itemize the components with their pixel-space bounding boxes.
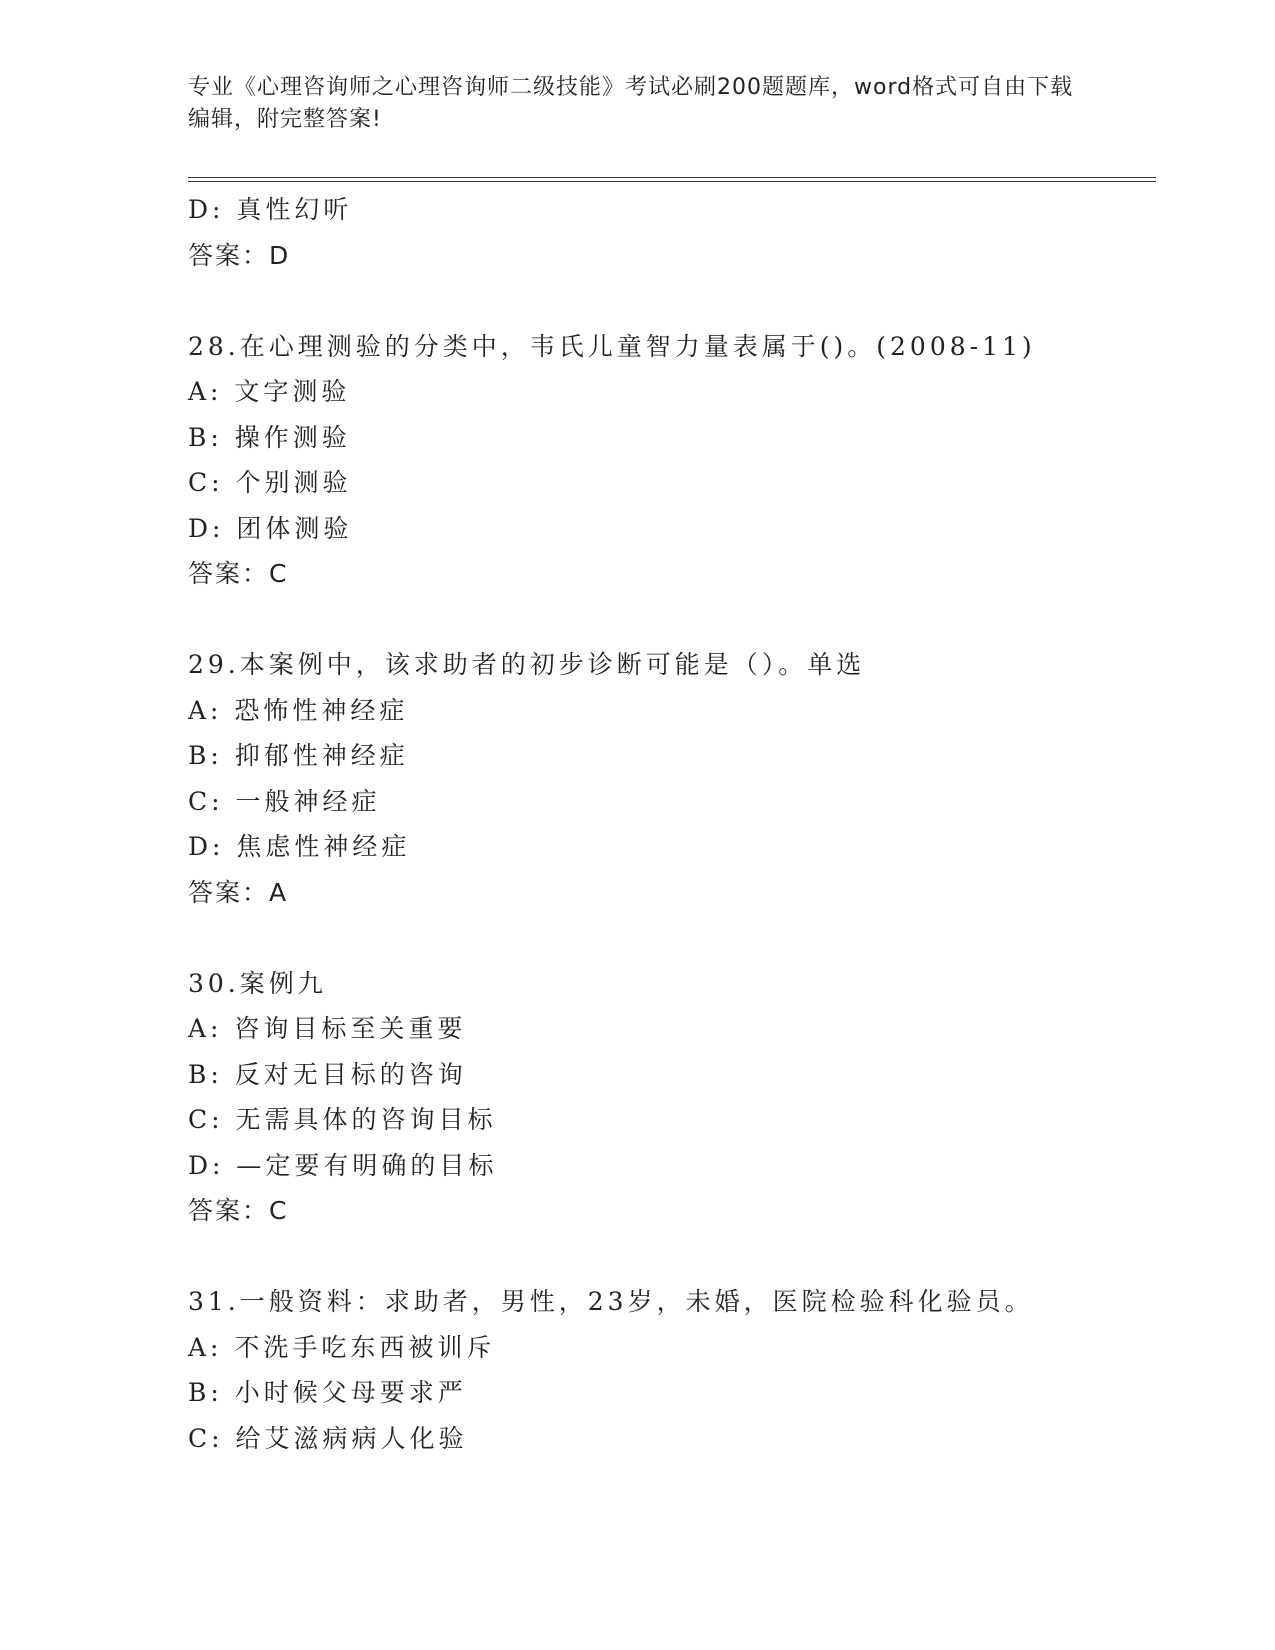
- answer-option: C: 个别测验: [188, 468, 352, 497]
- answer-option: A: 恐怖性神经症: [188, 695, 409, 725]
- answer-option: B: 抑郁性神经症: [188, 741, 409, 770]
- blank-spacer: [188, 278, 1156, 324]
- question-text: 29.本案例中，该求助者的初步诊断可能是（）。单选: [188, 650, 866, 679]
- document-header: 专业《心理咨询师之心理咨询师二级技能》考试必刷200题题库，word格式可自由下载编辑，附完整答案!: [188, 75, 1074, 132]
- answer-key: 答案：A: [188, 877, 289, 907]
- answer-option: C: 一般神经症: [188, 786, 381, 816]
- question-text: 30.案例九: [188, 968, 327, 998]
- answer-option: D: —定要有明确的目标: [188, 1150, 498, 1180]
- question-text: 28.在心理测验的分类中，韦氏儿童智力量表属于()。(2008-11): [188, 331, 1036, 361]
- answer-option: D: 焦虑性神经症: [188, 832, 411, 861]
- answer-option: B: 操作测验: [188, 422, 351, 452]
- answer-key: 答案：D: [188, 240, 291, 270]
- answer-option: C: 无需具体的咨询目标: [188, 1105, 497, 1134]
- answer-option: D: 真性幻听: [188, 195, 353, 224]
- answer-key: 答案：C: [188, 559, 289, 588]
- answer-option: C: 给艾滋病病人化验: [188, 1423, 468, 1453]
- answer-option: B: 小时候父母要求严: [188, 1378, 467, 1407]
- answer-option: A: 咨询目标至关重要: [188, 1014, 467, 1043]
- header-divider-top: [188, 177, 1156, 178]
- blank-spacer: [188, 915, 1156, 961]
- answer-option: A: 不洗手吃东西被训斥: [188, 1332, 496, 1362]
- answer-option: B: 反对无目标的咨询: [188, 1059, 467, 1089]
- answer-option: D: 团体测验: [188, 513, 353, 543]
- answer-option: A: 文字测验: [188, 377, 351, 406]
- answer-key: 答案：C: [188, 1196, 289, 1225]
- question-text: 31.一般资料：求助者，男性，23岁，未婚，医院检验科化验员。: [188, 1287, 1034, 1316]
- blank-spacer: [188, 1234, 1156, 1280]
- header-divider-bottom: [188, 181, 1156, 182]
- question-list: [188, 187, 1156, 1461]
- blank-spacer: [188, 597, 1156, 643]
